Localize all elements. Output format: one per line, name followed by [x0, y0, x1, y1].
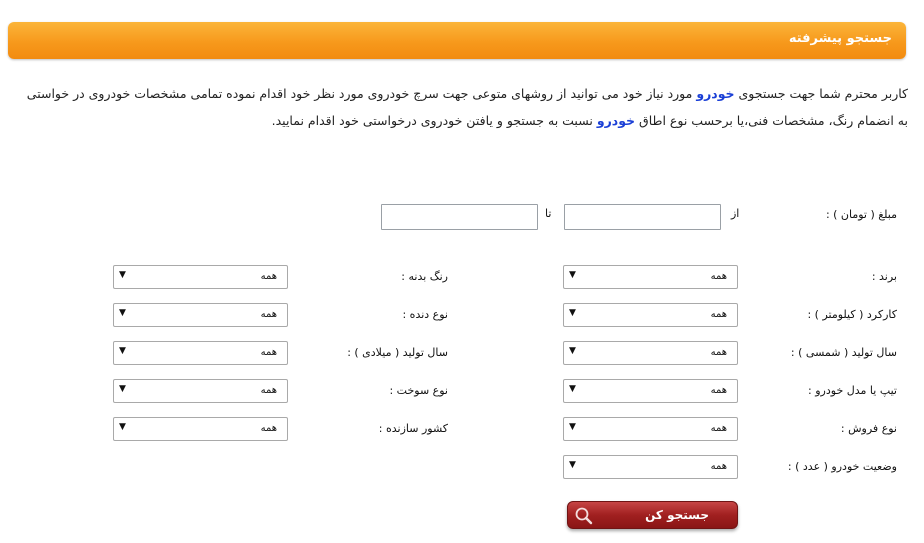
chevron-down-icon: ▼	[569, 346, 576, 356]
fuel-type-label: نوع سوخت :	[389, 384, 448, 397]
chevron-down-icon: ▼	[569, 460, 576, 470]
search-button[interactable]	[567, 501, 738, 529]
price-to-label: تا	[545, 207, 552, 220]
sale-type-select[interactable]: همه ▼	[563, 417, 738, 441]
intro-text-1: کاربر محترم شما جهت جستجوی	[734, 86, 908, 101]
search-button-label: جستجو کن	[645, 508, 709, 522]
magnifier-icon	[574, 506, 594, 526]
condition-select[interactable]: همه ▼	[563, 455, 738, 479]
gearbox-select[interactable]: همه ▼	[113, 303, 288, 327]
price-to-input[interactable]	[381, 204, 538, 230]
chevron-down-icon: ▼	[119, 346, 126, 356]
price-label: مبلغ ( تومان ) :	[825, 208, 897, 221]
mileage-label: کارکرد ( کیلومتر ) :	[807, 308, 897, 321]
intro-paragraph	[18, 80, 908, 134]
chevron-down-icon: ▼	[569, 422, 576, 432]
price-from-input[interactable]	[564, 204, 721, 230]
fuel-type-select[interactable]: همه ▼	[113, 379, 288, 403]
gearbox-label: نوع دنده :	[402, 308, 448, 321]
keyword-link[interactable]: خودرو	[696, 86, 735, 101]
chevron-down-icon: ▼	[119, 270, 126, 280]
sale-type-label: نوع فروش :	[840, 422, 897, 435]
country-select[interactable]: همه ▼	[113, 417, 288, 441]
chevron-down-icon: ▼	[119, 308, 126, 318]
year-miladi-select[interactable]: همه ▼	[113, 341, 288, 365]
chevron-down-icon: ▼	[119, 422, 126, 432]
brand-label: برند :	[871, 270, 897, 283]
advanced-search-header	[8, 22, 906, 59]
model-label: تیپ یا مدل خودرو :	[808, 384, 897, 397]
condition-label: وضعیت خودرو ( عدد ) :	[787, 460, 897, 473]
mileage-select[interactable]: همه ▼	[563, 303, 738, 327]
intro-text-2: مورد نیاز خود می توانید از روشهای متوعی جهت سرچ خودروی مورد نظر خود اقدام نموده تمامی مشخصات خودروی در خواستی به انضمام رنگ، مشخصات فنی،یا برحسب نوع اطاق	[26, 86, 908, 128]
brand-select[interactable]: همه ▼	[563, 265, 738, 289]
model-select[interactable]: همه ▼	[563, 379, 738, 403]
country-label: کشور سازنده :	[378, 422, 448, 435]
chevron-down-icon: ▼	[569, 384, 576, 394]
year-miladi-label: سال تولید ( میلادی ) :	[347, 346, 448, 359]
chevron-down-icon: ▼	[569, 308, 576, 318]
body-color-select[interactable]: همه ▼	[113, 265, 288, 289]
page-title: جستجو پیشرفته	[788, 31, 892, 46]
chevron-down-icon: ▼	[119, 384, 126, 394]
chevron-down-icon: ▼	[569, 270, 576, 280]
intro-text-3: نسبت به جستجو و یافتن خودروی درخواستی خود اقدام نمایید.	[271, 113, 597, 128]
year-shamsi-label: سال تولید ( شمسی ) :	[790, 346, 897, 359]
year-shamsi-select[interactable]: همه ▼	[563, 341, 738, 365]
keyword-link[interactable]: خودرو	[596, 113, 636, 128]
price-from-label: از	[731, 207, 740, 220]
body-color-label: رنگ بدنه :	[401, 270, 448, 283]
